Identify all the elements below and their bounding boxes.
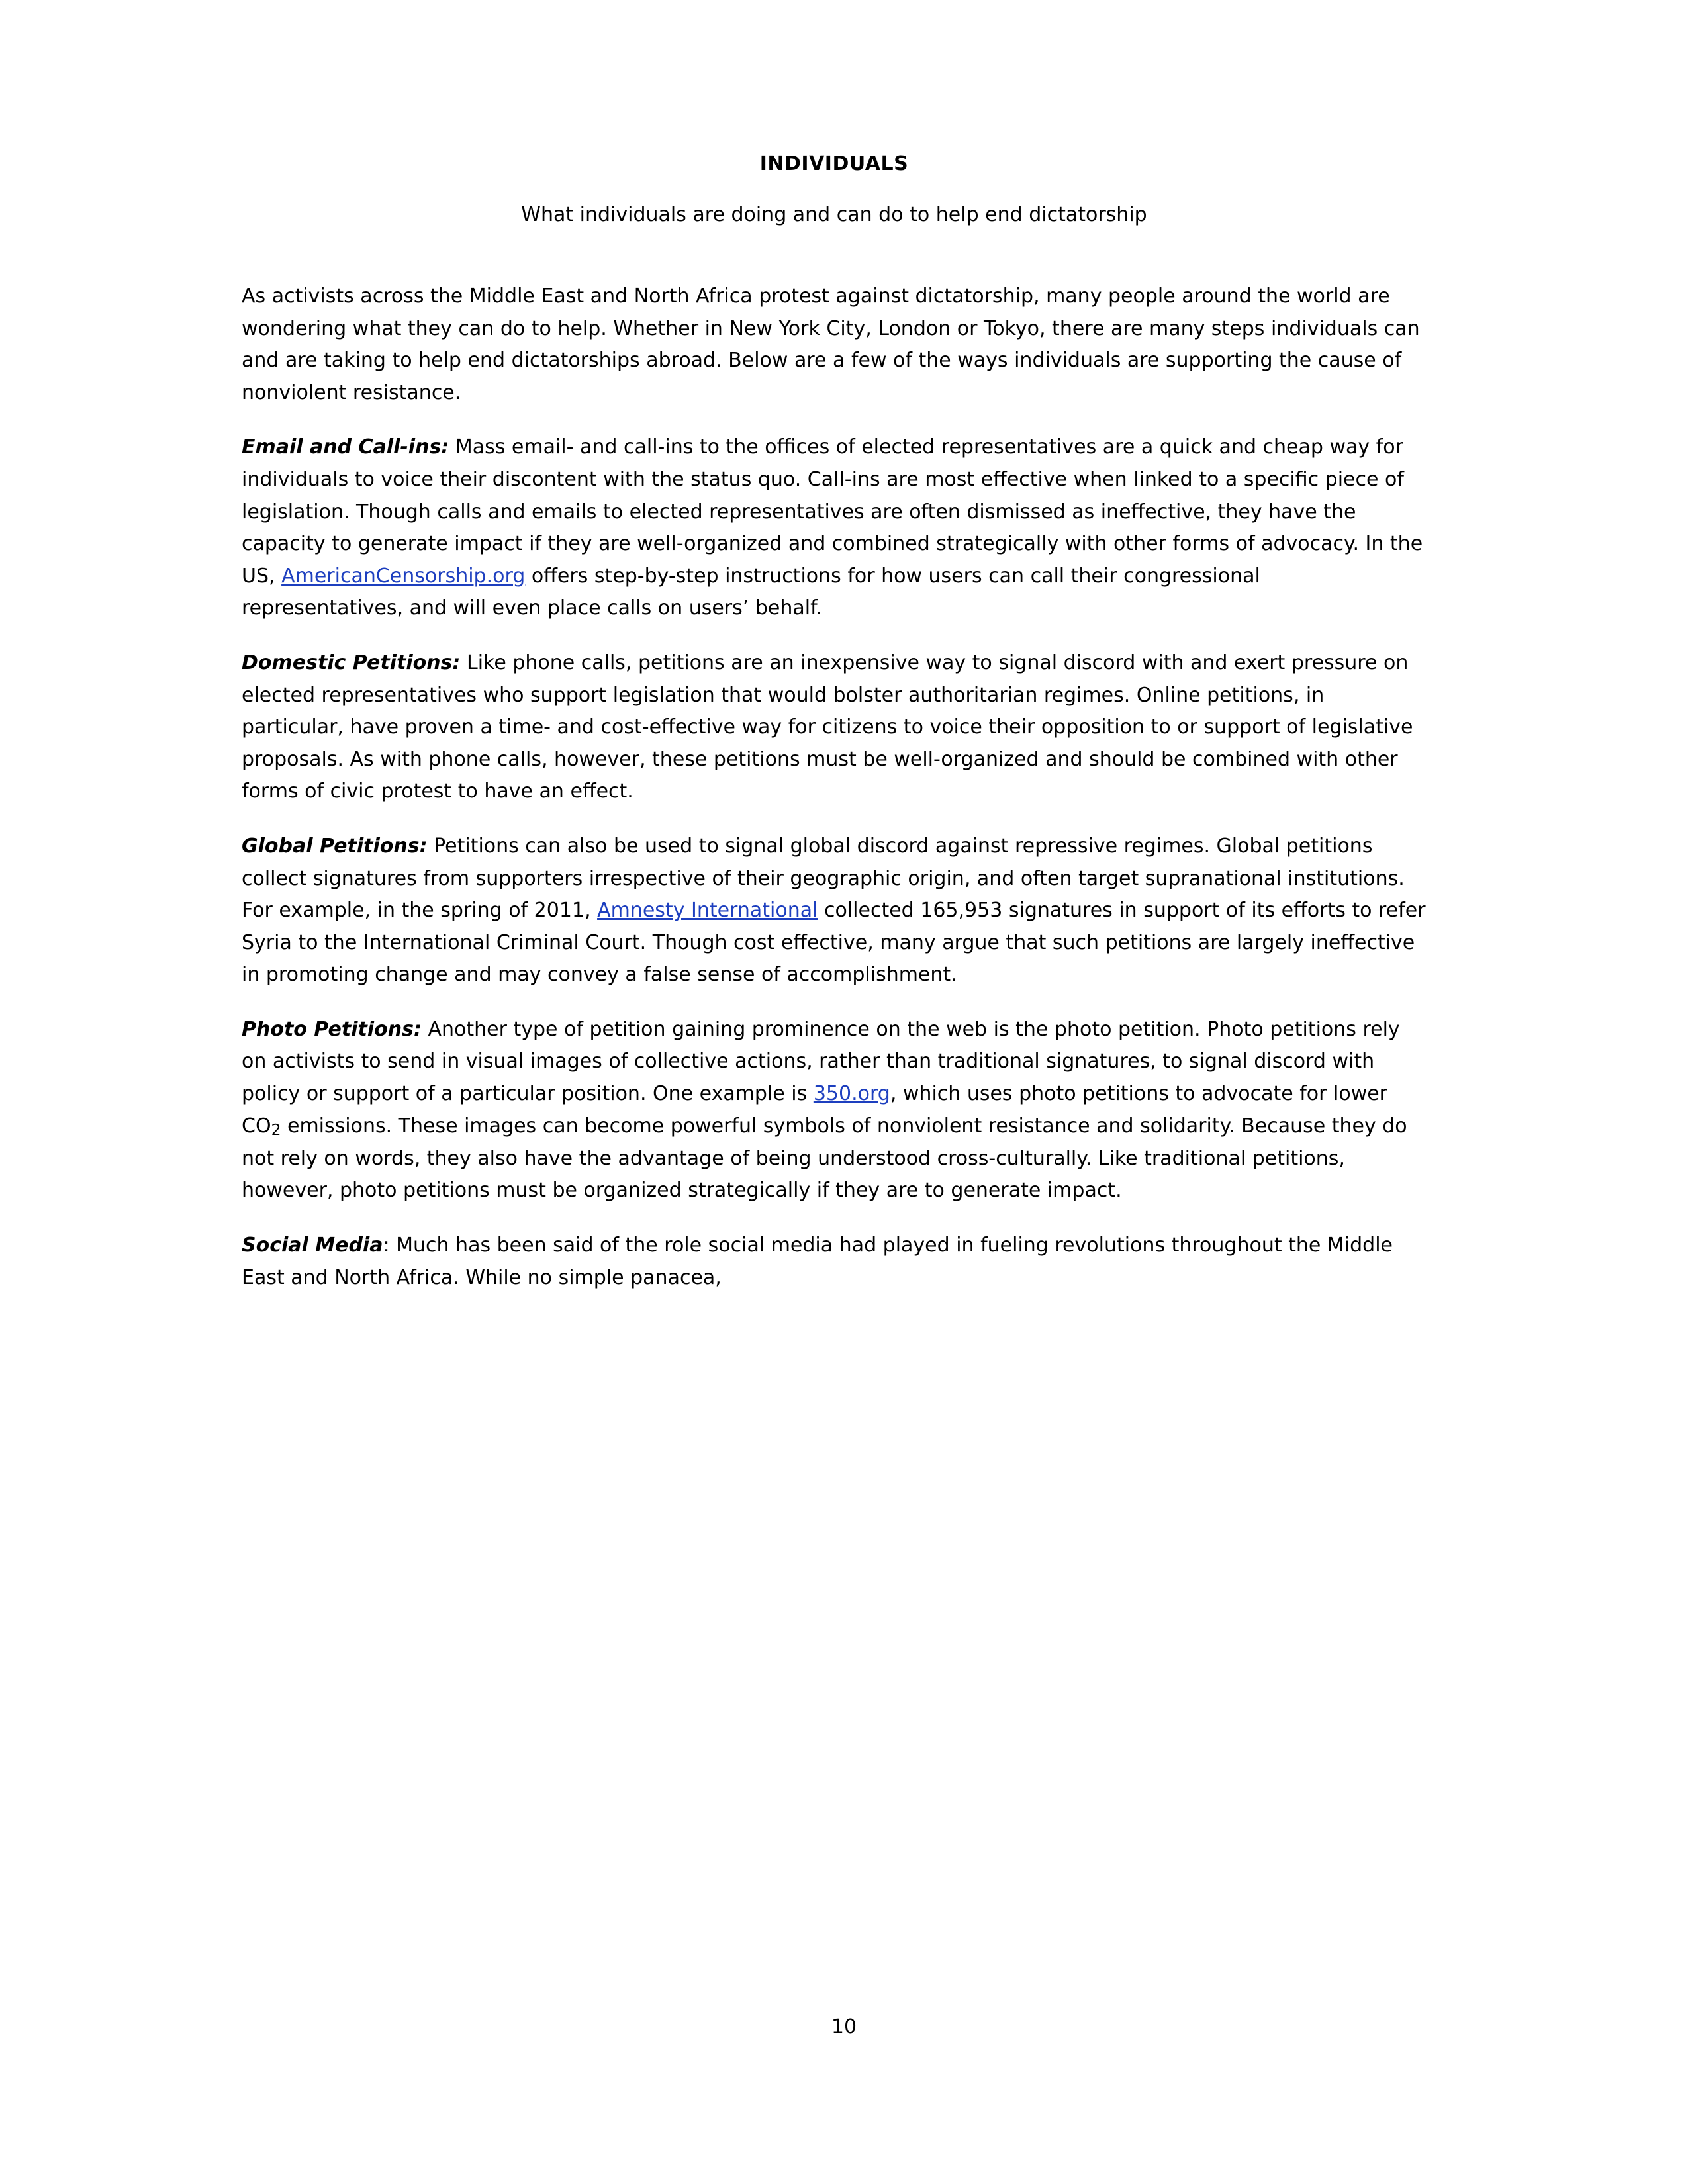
paragraph-social-media-lead: Social Media bbox=[242, 1233, 383, 1257]
paragraph-global-petitions-text-before-link: Petitions can also be used to signal global discord against repressive regimes. Global petitions collect signatures from supporters irrespective of their geographic origin, and often target supranational institutions. For example, in the spring of 2011, bbox=[242, 834, 1405, 923]
paragraph-photo-petitions-text-before-link: Another type of petition gaining prominence on the web is the photo petition. Photo petitions rely on activists to send in visual images of collective actions, rather than traditional signatures, to signal discord with policy or support of a particular position. One example is bbox=[242, 1017, 1400, 1106]
paragraph-domestic-petitions bbox=[242, 647, 1427, 808]
page-title: INDIVIDUALS bbox=[759, 152, 909, 175]
link-american-censorship[interactable]: AmericanCensorship.org bbox=[281, 564, 526, 588]
paragraph-global-petitions bbox=[242, 831, 1427, 991]
paragraph-email-and-call-ins-lead: Email and Call-ins: bbox=[242, 435, 449, 459]
paragraph-email-and-call-ins bbox=[242, 432, 1427, 625]
paragraph-domestic-petitions-lead: Domestic Petitions: bbox=[242, 651, 461, 674]
paragraph-photo-petitions-text-after-link-part1: , which uses photo petitions to advocate for lower CO bbox=[242, 1082, 1388, 1138]
co2-subscript: 2 bbox=[271, 1120, 281, 1139]
paragraph-social-media-text: : Much has been said of the role social media had played in fueling revolutions throughout the Middle East and North Africa. While no simple panacea, bbox=[242, 1233, 1393, 1289]
page-subtitle: What individuals are doing and can do to help end dictatorship bbox=[521, 203, 1147, 226]
paragraph-domestic-petitions-text: Like phone calls, petitions are an inexpensive way to signal discord with and exert pressure on elected representatives who support legislation that would bolster authoritarian regimes. Online petitions, in particular, have proven a time- and cost-effective way for citizens to voice their opposition to or support of legislative proposals. As with phone calls, however, these petitions must be well-organized and should be combined with other forms of civic protest to have an effect. bbox=[242, 651, 1413, 803]
paragraph-email-and-call-ins-text-after-link: offers step-by-step instructions for how users can call their congressional representatives, and will even place calls on users’ behalf. bbox=[242, 564, 1260, 620]
paragraph-intro-text: As activists across the Middle East and North Africa protest against dictatorship, many people around the world are wondering what they can do to help. Whether in New York City, London or Tokyo, there are many steps individuals can and are taking to help end dictatorships abroad. Below are a few of the ways individuals are supporting the cause of nonviolent resistance. bbox=[242, 285, 1420, 404]
page-number: 10 bbox=[831, 2015, 857, 2038]
paragraph-photo-petitions-text-after-link-part2: emissions. These images can become powerful symbols of nonviolent resistance and solidarity. Because they do not rely on words, they also have the advantage of being understood cross-culturally. Like traditional petitions, however, photo petitions must be organized strategically if they are to generate impact. bbox=[242, 1114, 1407, 1203]
document-body bbox=[242, 152, 1427, 1316]
paragraph-intro bbox=[242, 281, 1427, 409]
paragraph-photo-petitions-lead: Photo Petitions: bbox=[242, 1017, 422, 1041]
paragraph-global-petitions-text-after-link: collected 165,953 signatures in support of its efforts to refer Syria to the International Criminal Court. Though cost effective, many argue that such petitions are largely ineffective in promoting change and may convey a false sense of accomplishment. bbox=[242, 899, 1426, 987]
link-amnesty-international[interactable]: Amnesty International bbox=[597, 899, 818, 923]
paragraph-global-petitions-lead: Global Petitions: bbox=[242, 834, 428, 858]
paragraph-social-media bbox=[242, 1230, 1427, 1294]
paragraph-email-and-call-ins-text-before-link: Mass email- and call-ins to the offices of elected representatives are a quick and cheap way for individuals to voice their discontent with the status quo. Call-ins are most effective when linked to a specific piece of legislation. Though calls and emails to elected representatives are often dismissed as ineffective, they have the capacity to generate impact if they are well-organized and combined strategically with other forms of advocacy. In the US, bbox=[242, 435, 1423, 588]
link-350-org[interactable]: 350.org bbox=[813, 1082, 890, 1106]
paragraph-photo-petitions bbox=[242, 1014, 1427, 1207]
